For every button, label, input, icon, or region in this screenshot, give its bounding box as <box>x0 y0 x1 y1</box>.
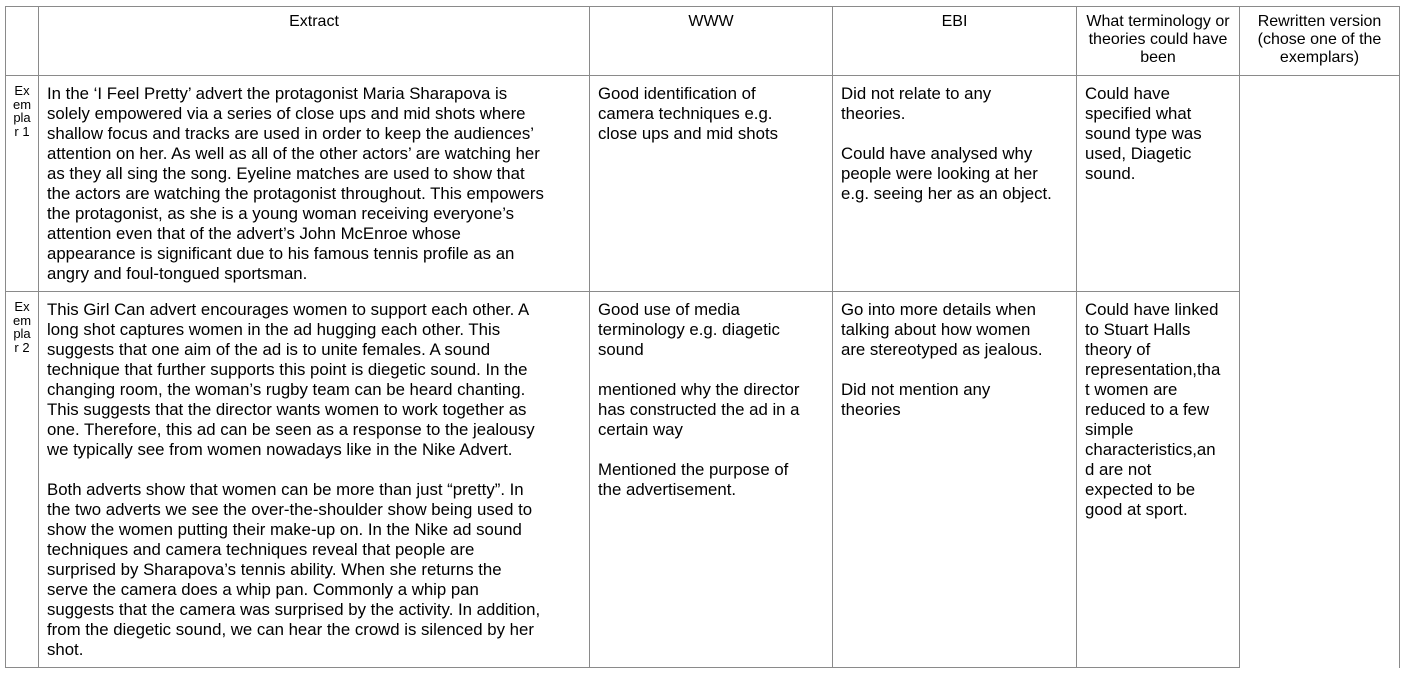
paragraph: Good identification of camera techniques e.g. close ups and mid shots <box>598 84 779 143</box>
paragraph: Go into more details when talking about how women are stereotyped as jealous. <box>841 300 1043 359</box>
header-terminology: What terminology or theories could have been <box>1086 13 1230 66</box>
paragraph: In the ‘I Feel Pretty’ advert the protagonist Maria Sharapova is solely empowered via a series of close ups and mid shots where shallow focus and tracks are used in order to keep the audiences’ attention on her. As well as all of the other actors’ are watching her as they all sing the song. Eyeline matches are used to show that the actors are watching the protagonist throughout. This empowers the protagonist, as she is a young woman receiving everyone’s attention even that of the advert’s John McEnroe whose appearance is significant due to his famous tennis profile as an angry and foul-tongued sportsman. <box>47 84 544 283</box>
row-label-exemplar-2: Ex em pla r 2 <box>12 299 32 355</box>
column-divider <box>1076 6 1077 668</box>
header-www: WWW <box>688 13 734 30</box>
paragraph: Did not relate to any theories. <box>841 84 992 123</box>
exemplar-2-ebi <box>841 300 1075 420</box>
paragraph: mentioned why the director has constructed the ad in a certain way <box>598 380 800 439</box>
exemplar-2-www <box>598 300 830 500</box>
exemplar-1-ebi <box>841 84 1075 204</box>
row-divider <box>5 291 1240 292</box>
exemplar-1-terminology <box>1085 84 1237 184</box>
column-divider <box>1239 6 1240 668</box>
paragraph: Could have specified what sound type was used, Diagetic sound. <box>1085 84 1202 183</box>
row-divider <box>5 75 1400 76</box>
paragraph: Could have linked to Stuart Halls theory of representation,tha t women are reduced to a few simple characteristics,an d are not expected to be good at sport. <box>1085 300 1221 519</box>
column-divider <box>589 6 590 668</box>
paragraph: Both adverts show that women can be more than just “pretty”. In the two adverts we see the over-the-shoulder show being used to show the women putting their make-up on. In the Nike ad sound techniques and camera techniques reveal that people are surprised by Sharapova’s tennis ability. When she returns the serve the camera does a whip pan. Commonly a whip pan suggests that the camera was surprised by the activity. In addition, from the diegetic sound, we can hear the crowd is silenced by her shot. <box>47 480 541 659</box>
header-rewritten: Rewritten version (chose one of the exemplars) <box>1257 13 1382 66</box>
exemplar-2-rewritten <box>1248 300 1396 660</box>
table-border-bottom <box>5 667 1240 668</box>
exemplar-1-extract <box>47 84 587 284</box>
paragraph: Could have analysed why people were looking at her e.g. seeing her as an object. <box>841 144 1052 203</box>
header-ebi: EBI <box>941 13 968 30</box>
paragraph: This Girl Can advert encourages women to support each other. A long shot captures women in the ad hugging each other. This suggests that one aim of the ad is to unite females. A sound technique that further supports this point is diegetic sound. In the changing room, the woman’s rugby team can be heard chanting. This suggests that the director wants women to work together as one. Therefore, this ad can be seen as a response to the jealousy we typically see from women nowadays like in the Nike Advert. <box>47 300 535 459</box>
paragraph: Did not mention any theories <box>841 380 991 419</box>
exemplar-2-extract <box>47 300 587 660</box>
exemplar-1-www <box>598 84 830 144</box>
column-divider <box>832 6 833 668</box>
table-border-right <box>1399 6 1400 668</box>
header-extract: Extract <box>289 13 339 30</box>
column-divider <box>38 6 39 668</box>
paragraph: Good use of media terminology e.g. diagetic sound <box>598 300 780 359</box>
exemplar-2-terminology <box>1085 300 1237 520</box>
paragraph: Mentioned the purpose of the advertisement. <box>598 460 789 499</box>
table-border-top <box>5 6 1400 7</box>
exemplar-1-rewritten <box>1248 84 1396 284</box>
row-label-exemplar-1: Ex em pla r 1 <box>12 83 32 139</box>
